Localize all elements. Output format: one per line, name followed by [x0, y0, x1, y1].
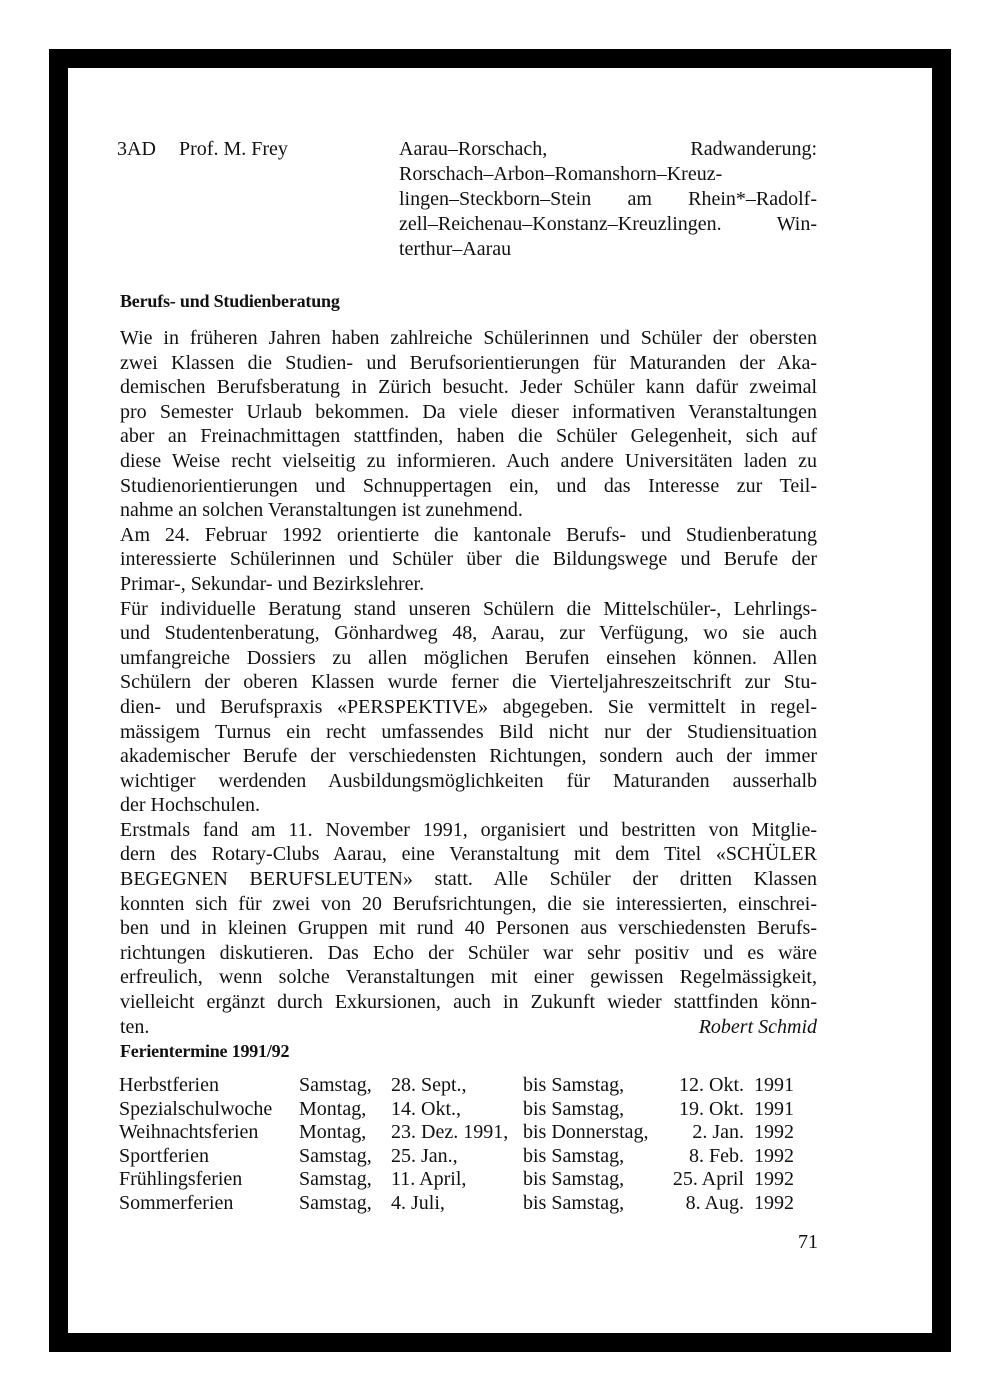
end-date: 8. Aug.: [685, 1191, 744, 1214]
text-line: Erstmals fand am 11. November 1991, organisiert und bestritten von Mitglie-: [120, 818, 817, 841]
end-date: 2. Jan.: [692, 1121, 744, 1143]
text-line: erfreulich, wenn solche Veranstaltungen mit einer gewissen Regelmässigkeit,: [120, 966, 817, 989]
table-row: [119, 1074, 804, 1098]
start-date: 4. Juli,: [391, 1191, 445, 1214]
holiday-name: Weihnachtsferien: [119, 1121, 259, 1143]
table-row: [119, 1098, 804, 1122]
holiday-name: Herbstferien: [119, 1074, 219, 1096]
text-line: der Hochschulen.: [120, 794, 260, 817]
holiday-name: Spezialschulwoche: [119, 1097, 273, 1120]
end-weekday: bis Samstag,: [523, 1144, 625, 1167]
section-heading-ferientermine: Ferientermine 1991/92: [120, 1041, 290, 1061]
text-line: Wie in früheren Jahren haben zahlreiche Schülerinnen und Schüler der obersten: [120, 327, 817, 349]
text-line: zwei Klassen die Studien- und Berufsorientierungen für Maturanden der Aka-: [120, 351, 817, 374]
end-date: 25. April: [672, 1168, 744, 1190]
text-line-end: ten.: [120, 1015, 150, 1038]
route-line: Aarau–Rorschach, Radwanderung:: [399, 138, 817, 160]
text-line: akademischer Berufe der verschiedensten Richtungen, sondern auch der immer: [120, 745, 817, 768]
document-page: [68, 68, 932, 1333]
start-weekday: Montag,: [299, 1097, 367, 1120]
holiday-name: Sommerferien: [119, 1191, 234, 1214]
route-line: lingen–Steckborn–Stein am Rhein*–Radolf-: [399, 188, 817, 210]
text-line: Schülern der oberen Klassen wurde ferner die Vierteljahreszeitschrift zur Stu-: [120, 671, 817, 694]
table-row: [119, 1145, 804, 1169]
excursion-route: [399, 137, 817, 262]
table-row: [119, 1168, 804, 1192]
year: 1992: [754, 1121, 794, 1143]
teacher-name: Prof. M. Frey: [179, 138, 288, 160]
start-date: 11. April,: [391, 1168, 467, 1190]
text-line: Für individuelle Beratung stand unseren Schülern die Mittelschüler-, Lehrlings-: [120, 597, 817, 620]
text-line: aber an Freinachmittagen stattfinden, haben die Schüler Gelegenheit, sich auf: [120, 425, 817, 448]
text-line: Primar-, Sekundar- und Bezirkslehrer.: [120, 572, 425, 595]
route-line: terthur–Aarau: [399, 238, 512, 260]
end-weekday: bis Samstag,: [523, 1191, 625, 1214]
start-weekday: Samstag,: [299, 1144, 372, 1167]
text-line: diese Weise recht vielseitig zu informieren. Auch andere Universitäten laden zu: [120, 449, 817, 472]
text-line: konnten sich für zwei von 20 Berufsrichtungen, die sie interessierten, einschrei-: [120, 892, 817, 915]
section-body: [120, 326, 817, 1039]
class-code: 3AD: [117, 138, 156, 160]
text-line: interessierte Schülerinnen und Schüler über die Bildungswege und Berufe der: [120, 548, 817, 571]
holiday-name: Sportferien: [119, 1144, 209, 1167]
end-weekday: bis Samstag,: [523, 1168, 625, 1190]
end-weekday: bis Samstag,: [523, 1097, 625, 1120]
route-line: Rorschach–Arbon–Romanshorn–Kreuz-: [399, 163, 723, 185]
end-date: 8. Feb.: [689, 1144, 744, 1167]
year: 1992: [754, 1144, 794, 1167]
start-weekday: Samstag,: [299, 1074, 372, 1096]
text-line: demischen Berufsberatung in Zürich besucht. Jeder Schüler kann dafür zweimal: [120, 376, 817, 399]
text-line: vielleicht ergänzt durch Exkursionen, auch in Zukunft wieder stattfinden könn-: [120, 991, 817, 1014]
year: 1992: [754, 1168, 794, 1190]
text-line-final: [120, 1015, 817, 1040]
table-row: [119, 1121, 804, 1145]
route-line: zell–Reichenau–Konstanz–Kreuzlingen. Win-: [399, 213, 817, 235]
text-line: pro Semester Urlaub bekommen. Da viele dieser informativen Veranstaltungen: [120, 400, 817, 423]
text-line: umfangreiche Dossiers zu allen möglichen Berufen einsehen können. Allen: [120, 646, 817, 669]
page-number: 71: [798, 1231, 818, 1253]
text-line: nahme an solchen Veranstaltungen ist zunehmend.: [120, 499, 523, 522]
text-line: dien- und Berufspraxis «PERSPEKTIVE» abgegeben. Sie vermittelt in regel-: [120, 695, 817, 718]
text-line: BEGEGNEN BERUFSLEUTEN» statt. Alle Schüler der dritten Klassen: [120, 868, 817, 891]
section-heading-berufsberatung: Berufs- und Studienberatung: [120, 291, 340, 311]
text-line: Am 24. Februar 1992 orientierte die kantonale Berufs- und Studienberatung: [120, 523, 817, 546]
end-weekday: bis Donnerstag,: [523, 1121, 649, 1143]
end-date: 19. Okt.: [679, 1097, 744, 1120]
year: 1991: [754, 1074, 794, 1096]
text-line: dern des Rotary-Clubs Aarau, eine Veranstaltung mit dem Titel «SCHÜLER: [120, 843, 817, 866]
text-line: wichtiger werdenden Ausbildungsmöglichkeiten für Maturanden ausserhalb: [120, 769, 817, 792]
start-weekday: Montag,: [299, 1121, 367, 1143]
text-line: und Studentenberatung, Gönhardweg 48, Aarau, zur Verfügung, wo sie auch: [120, 622, 817, 645]
table-row: [119, 1192, 804, 1216]
text-line: ben und in kleinen Gruppen mit rund 40 Personen aus verschiedensten Berufs-: [120, 917, 817, 940]
start-date: 28. Sept.,: [391, 1074, 467, 1096]
start-weekday: Samstag,: [299, 1168, 372, 1190]
text-line: mässigem Turnus ein recht umfassendes Bild nicht nur der Studiensituation: [120, 720, 817, 743]
end-date: 12. Okt.: [679, 1074, 744, 1096]
holiday-table: [119, 1074, 804, 1215]
start-date: 23. Dez. 1991,: [391, 1121, 509, 1143]
holiday-name: Frühlingsferien: [119, 1168, 243, 1190]
start-weekday: Samstag,: [299, 1191, 372, 1214]
start-date: 14. Okt.,: [391, 1097, 461, 1120]
year: 1992: [754, 1191, 794, 1214]
text-line: richtungen diskutieren. Das Echo der Schüler war sehr positiv und es wäre: [120, 941, 817, 964]
year: 1991: [754, 1097, 794, 1120]
start-date: 25. Jan.,: [391, 1144, 458, 1167]
author-signature: Robert Schmid: [698, 1015, 817, 1038]
text-line: Studienorientierungen und Schnuppertagen ein, und das Interesse zur Teil-: [120, 474, 817, 497]
end-weekday: bis Samstag,: [523, 1074, 625, 1096]
